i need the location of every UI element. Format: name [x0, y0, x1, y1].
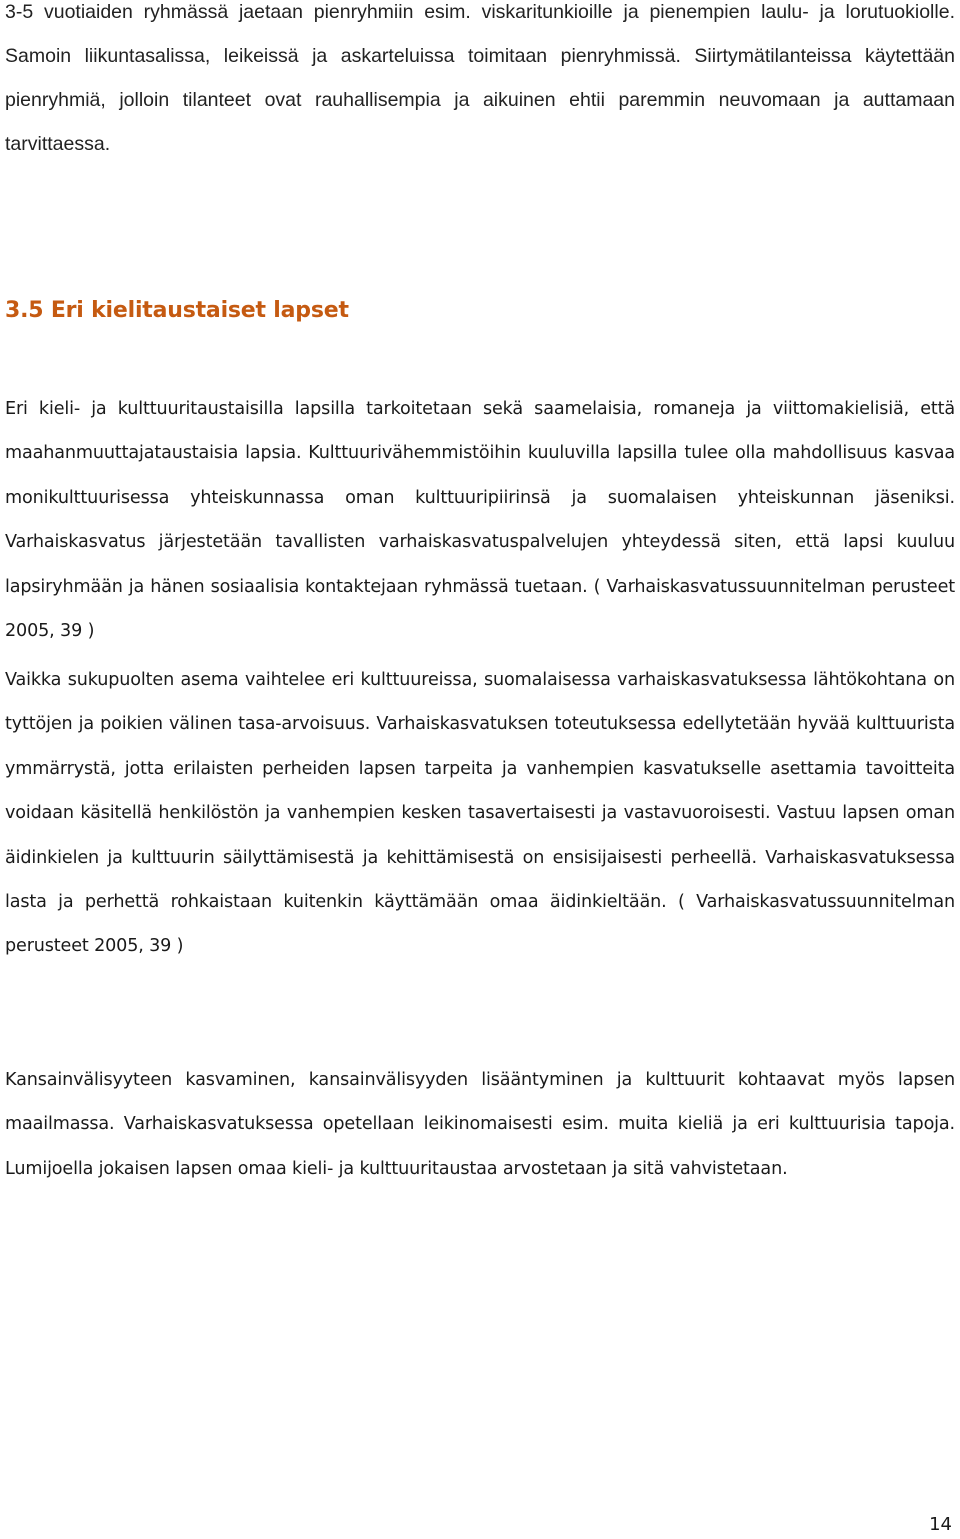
- section-heading: 3.5 Eri kielitaustaiset lapset: [5, 298, 349, 323]
- page-number: 14: [929, 1514, 952, 1535]
- intro-paragraph: 3-5 vuotiaiden ryhmässä jaetaan pienryhmiin esim. viskaritunkioille ja pienempien laulu- ja lorutuokiolle. Samoin liikuntasalissa, leikeissä ja askarteluissa toimitaan pienryhmissä. Siirtymätilanteissa käytettään pienryhmiä, jolloin tilanteet ovat rauhallisempia ja aikuinen ehtii paremmin neuvomaan ja auttamaan tarvittaessa.: [5, 1, 955, 155]
- paragraph-cultural-minorities: Eri kieli- ja kulttuuritaustaisilla lapsilla tarkoitetaan sekä saamelaisia, romaneja ja viittomakielisiä, että maahanmuuttajataustaisia lapsia. Kulttuurivähemmistöihin kuuluvilla lapsilla tulee olla mahdollisuus kasvaa monikulttuurisessa yhteiskunnassa oman kulttuuripiirinsä ja suomalaisen yhteiskunnan jäseniksi. Varhaiskasvatus järjestetään tavallisten varhaiskasvatuspalvelujen yhteydessä siten, että lapsi kuuluu lapsiryhmään ja hänen sosiaalisia kontaktejaan ryhmässä tuetaan. ( Varhaiskasvatussuunnitelman perusteet 2005, 39 ): [5, 399, 955, 642]
- paragraph-gender-equality: Vaikka sukupuolten asema vaihtelee eri kulttuureissa, suomalaisessa varhaiskasvatuksessa lähtökohtana on tyttöjen ja poikien välinen tasa-arvoisuus. Varhaiskasvatuksen toteutuksessa edellytetään hyvää kulttuurista ymmärrystä, jotta erilaisten perheiden lapsen tarpeita ja vanhempien kasvatukselle asettamia tavoitteita voidaan käsitellä henkilöstön ja vanhempien kesken tasavertaisesti ja vastavuoroisesti. Vastuu lapsen oman äidinkielen ja kulttuurin säilyttämisestä ja kehittämisestä on ensisijaisesti perheellä. Varhaiskasvatuksessa lasta ja perhettä rohkaistaan kuitenkin käyttämään omaa äidinkieltään. ( Varhaiskasvatussuunnitelman perusteet 2005, 39 ): [5, 670, 955, 957]
- paragraph-internationalism: Kansainvälisyyteen kasvaminen, kansainvälisyyden lisääntyminen ja kulttuurit kohtaavat myös lapsen maailmassa. Varhaiskasvatuksessa opetellaan leikinomaisesti esim. muita kieliä ja eri kulttuurisia tapoja. Lumijoella jokaisen lapsen omaa kieli- ja kulttuuritaustaa arvostetaan ja sitä vahvistetaan.: [5, 1070, 955, 1179]
